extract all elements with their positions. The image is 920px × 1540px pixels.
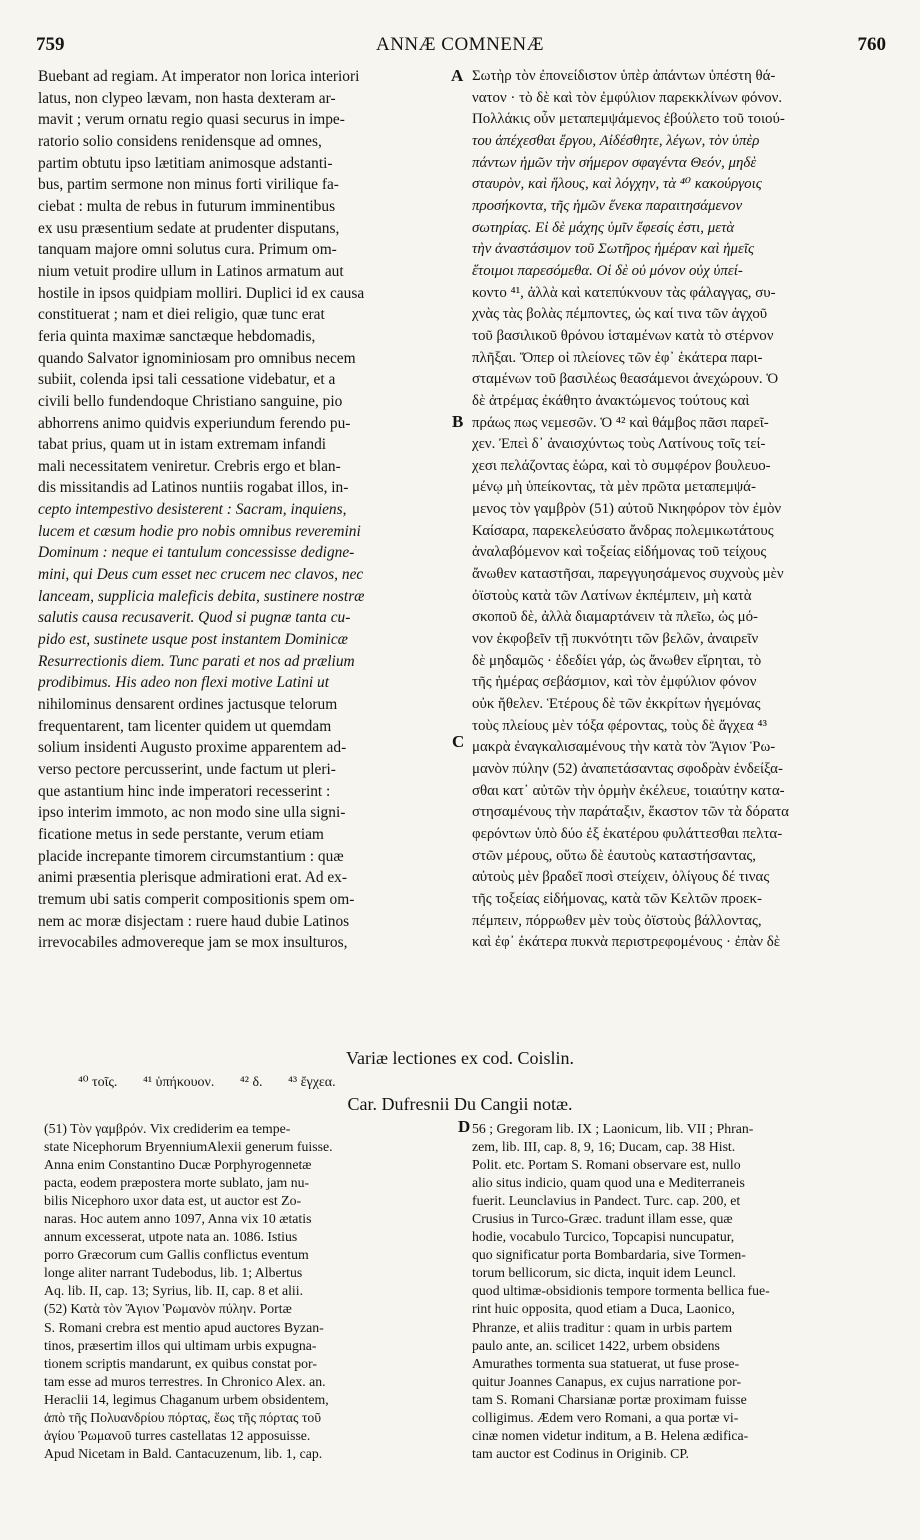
page-number-right: 760 <box>857 34 886 55</box>
note-line: quod ultimæ-obsidionis tempore tormenta bellica fue- <box>472 1283 770 1299</box>
latin-text-line: partim obtutu ipso lætitiam animosque adstanti- <box>38 154 333 172</box>
note-line: Polit. etc. Portam S. Romani observare est, nullo <box>472 1157 741 1173</box>
note-line: Aq. lib. II, cap. 13; Syrius, lib. II, cap. 8 et alii. <box>44 1283 304 1299</box>
greek-text-line: προσήκοντα, τῆς ἡμῶν ἕνεκα παραιτησάμενον <box>472 197 743 214</box>
note-line: pacta, eodem præpostera morte sublato, jam nu- <box>44 1175 310 1191</box>
page-number-left: 759 <box>36 34 65 55</box>
greek-text-line: στῶν μέρους, οὕτω δὲ ἑαυτοὺς καταστήσαντας, <box>472 847 756 864</box>
page-header <box>34 34 886 60</box>
latin-text-line: ratorio solio considens renidensque ad omnes, <box>38 132 322 150</box>
latin-text-line: nium vetuit prodire ullum in Latinos armatum aut <box>38 262 344 280</box>
greek-text-line: σθαι κατ᾽ αὐτῶν τὴν ὁρμὴν ἐκέλευε, τοιαύτην κατα- <box>472 782 785 799</box>
greek-text-line: σκοποῦ δὲ, ἀλλὰ διαμαρτάνειν τὰ πλεῖω, ὡς μό- <box>472 609 759 626</box>
greek-text-line: κοντο ⁴¹, ἀλλὰ καὶ κατεπύκνουν τὰς φάλαγγας, συ- <box>472 284 776 301</box>
note-line: quo significatur porta Bombardaria, sive Tormen- <box>472 1247 746 1263</box>
note-line: state Nicephorum BryenniumAlexii generum fuisse. <box>44 1139 333 1155</box>
latin-text-line: abhorrens animo quidvis experiundum ferendo pu- <box>38 414 351 432</box>
greek-text-line: τὴν ἀναστάσιμον τοῦ Σωτῆρος ἡμέραν καὶ ἡμεῖς <box>472 241 755 258</box>
latin-text-line: placide increpante timorem circumstantium : quæ <box>38 847 344 865</box>
note-line: bilis Nicephoro uxor data est, ut auctor est Zo- <box>44 1193 302 1209</box>
note-line: annum excesserat, utpote nata an. 1086. Istius <box>44 1229 298 1245</box>
latin-text-line: salutis causa recusaverit. Quod si pugnæ tanta cu- <box>38 609 351 627</box>
variae-lectiones-list <box>78 1074 898 1091</box>
latin-text-line: tremum ubi satis comperit compositionis spem om- <box>38 890 355 908</box>
latin-text-line: Resurrectionis diem. Tunc parati et nos ad prælium <box>38 652 355 670</box>
margin-letter-d: D <box>458 1117 471 1136</box>
note-line: cinæ nomen videtur inditum, a B. Helena ædifica- <box>472 1427 749 1443</box>
greek-text-line: δὲ ἀτρέμας ἐκάθητο ἀνακτώμενος τούτους καὶ <box>472 392 750 409</box>
latin-text-line: civili bello fundendoque Christiano sanguine, pio <box>38 392 343 410</box>
latin-text-line: solium insidenti Augusto proxime apparentem ad- <box>38 739 347 757</box>
latin-text-line: nihilominus densarent ordines jactusque telorum <box>38 696 338 714</box>
latin-text-line: dis missitandis ad Latinos nuntiis rogabat illos, in- <box>38 479 349 497</box>
note-line: ἀπὸ τῆς Πολυανδρίου πόρτας, ἕως τῆς πόρτας τοῦ <box>44 1409 322 1425</box>
latin-text-line: ex usu præsentium sedate at prudenter disputans, <box>38 219 340 237</box>
greek-text-line: μένῳ μὴ ὑπείκοντας, τὰ μὲν πρῶτα μεταπεμψά- <box>472 479 756 496</box>
greek-text-line: ἕτοιμοι παρεσόμεθα. Οἱ δὲ οὐ μόνον οὐχ ὑπεί- <box>472 262 743 279</box>
note-line: Anna enim Constantino Ducæ Porphyrogennetæ <box>44 1157 312 1173</box>
latin-text-line: Buebant ad regiam. At imperator non lorica interiori <box>38 68 360 85</box>
variae-lectiones-heading: Variæ lectiones ex cod. Coislin. <box>346 1048 574 1068</box>
greek-text-line: ἀναλαβόμενον καὶ τοξείας εἰδήμονας τοῦ τείχους <box>472 544 767 561</box>
latin-text-line: lanceam, supplicia maleficis debita, sustinere nostræ <box>38 587 365 605</box>
note-line: Crusius in Turco-Græc. tradunt illam esse, quæ <box>472 1211 733 1227</box>
latin-text-line: quando Salvator ignominiosam pro omnibus necem <box>38 349 356 367</box>
note-line: tam S. Romani Charsianæ portæ proximam fuisse <box>472 1391 747 1407</box>
latin-text-line: cepto intempestivo desisterent : Sacram, inquiens, <box>38 501 347 519</box>
latin-text-line: animi præsentia plerisque admirationi erat. Ad ex- <box>38 869 348 887</box>
greek-text-line: νατον · τὸ δὲ καὶ τὸν ἐμφύλιον παρεκκλίνων φόνον. <box>472 89 783 106</box>
greek-text-line: πλῆξαι. Ὅπερ οἱ πλείονες τῶν ἐφ᾽ ἑκάτερα παρι- <box>472 349 763 366</box>
note-line: paulo ante, an. scilicet 1422, urbem obsidens <box>472 1337 720 1353</box>
note-line: hodie, vocabulo Turcico, Topcapisi nuncupatur, <box>472 1229 735 1245</box>
note-line: longe aliter narrant Tudebodus, lib. 1; Albertus <box>44 1265 303 1281</box>
greek-text-line: μανὸν πύλην (52) ἀναπετάσαντας σφοδρὰν ἐνδείξα- <box>472 761 783 777</box>
margin-letter-b: B <box>452 412 464 431</box>
latin-text-line: mali necessitatem veniretur. Crebris ergo et blan- <box>38 457 341 475</box>
latin-text-line: prodibimus. His adeo non flexi motive Latini ut <box>38 674 329 692</box>
greek-text-line: τοῦ βασιλικοῦ θρόνου ἱσταμένων κατὰ τὸ στέρνον <box>472 327 774 344</box>
latin-text-line: Dominum : neque ei tantulum concessisse dedigne- <box>38 544 355 562</box>
note-line: quitur Joannes Canapus, ex cujus narratione por- <box>472 1373 742 1389</box>
margin-letter-a: A <box>451 66 464 85</box>
latin-text-line: ficatione metus in sede perstante, verum etiam <box>38 825 324 843</box>
latin-text-line: feria quinta maximæ sanctæque hebdomadis, <box>38 327 316 345</box>
note-line: torum bellicorum, sic dicta, inquit idem Leuncl. <box>472 1265 736 1281</box>
greek-text-line: τοὺς πλείους μὲν τόξα φέροντας, τοὺς δὲ ἄγχεα ⁴³ <box>472 717 768 734</box>
greek-text-line: χνὰς τὰς βολὰς πέμποντες, ὡς καί τινα τῶν ἀγχοῦ <box>472 306 768 323</box>
greek-text-line: τῆς τοξείας εἰδήμονας, κατὰ τῶν Κελτῶν προεκ- <box>472 890 763 907</box>
greek-text-line: νον ἐκφοβεῖν τῇ πυκνότητι τῶν βελῶν, ἀναιρεῖν <box>472 631 759 648</box>
latin-text-line: mini, qui Deus cum esset nec crucem nec clavos, nec <box>38 566 364 584</box>
greek-text-line: Καίσαρα, παρεκελεύσατο ἄνδρας πολεμικωτάτους <box>472 522 774 539</box>
greek-text-line: αὐτοὺς μὲν βραδεῖ ποσὶ στείχειν, ὀλίγους δέ τινας <box>472 869 770 886</box>
note-line: rint huic opposita, quod etiam a Duca, Laonico, <box>472 1301 735 1317</box>
note-line: naras. Hoc autem anno 1097, Anna vix 10 ætatis <box>44 1211 312 1227</box>
latin-text-line: irrevocabiles admovereque jam se mox insulturos, <box>38 934 348 952</box>
notes-heading: Car. Dufresnii Du Cangii notæ. <box>347 1094 573 1114</box>
latin-text-line: hostile in ipsos quidpiam molliri. Duplici id ex causa <box>38 284 365 302</box>
greek-text-line: ἄνωθεν καταστῆσαι, παρεγγυησάμενος συχνοὺς μὲν <box>472 566 784 583</box>
greek-text-line: σταμένων τοῦ βασιλέως θεασάμενοι ἀνεχώρουν. Ὁ <box>472 371 779 388</box>
latin-text-line: lucem et cæsum hodie pro nobis omnibus reveremini <box>38 522 361 540</box>
note-line: fuerit. Leunclavius in Pandect. Turc. cap. 200, et <box>472 1193 741 1209</box>
variant-reading: ⁴⁰ τοῖς. <box>78 1075 118 1090</box>
greek-text-line: πέμπειν, πόρρωθεν μὲν τοὺς ὀϊστοὺς βάλλοντας, <box>472 912 762 929</box>
note-line: Amurathes tormenta sua statuerat, ut fuse prose- <box>472 1355 740 1371</box>
greek-text-line: φερόντων ὑπὸ δύο ἐξ ἑκατέρου φυλάττεσθαι πελτα- <box>472 825 783 842</box>
latin-text-line: verso pectore percusserint, unde factum ut pleri- <box>38 761 336 778</box>
note-line: tam auctor est Codinus in Originib. CP. <box>472 1445 689 1461</box>
latin-text-line: tanquam majore omni solutus cura. Primum om- <box>38 241 337 259</box>
latin-text-line: constituerat ; nam et diei religio, quæ tunc erat <box>38 306 325 324</box>
note-line: S. Romani crebra est mentio apud auctores Byzan- <box>44 1319 324 1335</box>
variant-reading: ⁴² δ. <box>239 1075 263 1090</box>
note-line: tionem scriptis mandarunt, ex quibus constat por- <box>44 1355 317 1371</box>
greek-text-line: μενος τὸν γαμβρὸν (51) αὐτοῦ Νικηφόρον τὸν ἐμὸν <box>472 501 782 518</box>
variant-reading: ⁴¹ ὑπήκουον. <box>142 1075 215 1090</box>
note-line: Heraclii 14, legimus Chaganum urbem obsidentem, <box>44 1391 329 1407</box>
note-line: Apud Nicetam in Bald. Cantacuzenum, lib. 1, cap. <box>44 1445 323 1461</box>
greek-text-line: του ἀπέχεσθαι ἔργου, Αἰδέσθητε, λέγων, τὸν ὑπὲρ <box>472 132 760 149</box>
greek-text-column <box>472 66 890 954</box>
greek-text-line: οὐκ ἤθελεν. Ἑτέρους δὲ τῶν ἐκκρίτων ἡγεμόνας <box>472 696 761 713</box>
latin-text-line: ipso interim immoto, ac non modo sine ulla signi- <box>38 804 346 822</box>
note-line: 56 ; Gregoram lib. IX ; Laonicum, lib. VII ; Phran- <box>472 1121 754 1136</box>
latin-text-column <box>38 66 450 954</box>
latin-text-line: pido est, sustinete usque post instantem Dominicæ <box>38 631 348 649</box>
greek-text-line: Πολλάκις οὖν μεταπεμψάμενος ἐβούλετο τοῦ τοιού- <box>472 111 785 128</box>
latin-text-line: ciebat : multa de rebus in futurum imminentibus <box>38 197 336 215</box>
latin-text-line: latus, non clypeo lævam, non hasta dexteram ar- <box>38 89 336 107</box>
note-line: porro Græcorum cum Gallis conflictus eventum <box>44 1247 309 1263</box>
notes-column-right <box>472 1120 892 1463</box>
greek-text-line: χεν. Ἐπεὶ δ᾽ ἀναισχύντως τοὺς Λατίνους τοῖς τεί- <box>472 436 766 453</box>
greek-text-line: σωτηρίας. Εἰ δὲ μάχης ὑμῖν ἔφεσίς ἐστι, μετὰ <box>472 219 735 236</box>
variant-reading: ⁴³ ἔγχεα. <box>288 1075 336 1090</box>
note-line: (52) Κατὰ τὸν Ἅγιον Ῥωμανὸν πύλην. Portæ <box>44 1301 292 1317</box>
greek-text-line: Σωτὴρ τὸν ἐπονείδιστον ὑπὲρ ἁπάντων ὑπέστη θά- <box>472 68 776 84</box>
latin-text-line: mavit ; verum ornatu regio quasi securus in impe- <box>38 111 345 129</box>
margin-letter-c: C <box>452 732 465 751</box>
note-line: (51) Τὸν γαμβρόν. Vix crediderim ea tempe- <box>44 1121 291 1136</box>
note-line: ἁγίου Ῥωμανοῦ turres castellatas 12 apposuisse. <box>44 1427 311 1443</box>
latin-text-line: que astantium hinc inde imperatori recesserint : <box>38 782 331 800</box>
note-line: zem, lib. III, cap. 8, 9, 16; Ducam, cap. 38 Hist. <box>472 1139 736 1155</box>
latin-text-line: subiit, colenda ipsi tali cessatione videbatur, et a <box>38 371 336 389</box>
note-line: Phranze, et aliis traditur : quam in urbis partem <box>472 1319 733 1335</box>
latin-text-line: bus, partim sermone non minus forti virilique fa- <box>38 176 339 194</box>
note-line: colligimus. Ædem vero Romani, a qua portæ vi- <box>472 1409 739 1425</box>
greek-text-line: καὶ ἐφ᾽ ἑκάτερα πυκνὰ περιστρεφομένους · ἐπὰν δὲ <box>472 934 781 951</box>
notes-column-left <box>44 1120 454 1463</box>
greek-text-line: μακρὰ ἐναγκαλισαμένους τὴν κατὰ τὸν Ἅγιον Ῥω- <box>472 739 776 756</box>
running-title: ANNÆ COMNENÆ <box>375 34 545 55</box>
latin-text-line: frequentarent, tam licenter quidem ut quemdam <box>38 717 332 735</box>
note-line: tam esse ad muros terrestres. In Chronico Alex. an. <box>44 1373 326 1389</box>
greek-text-line: τῆς ἡμέρας σεβάσμιον, καὶ τὸν ἐμφύλιον φόνον <box>472 674 757 691</box>
greek-text-line: πάντων ἡμῶν τὴν σήμερον σφαγέντα Θεόν, μηδὲ <box>472 154 757 171</box>
latin-text-line: tabat prius, quam ut in istam extremam infandi <box>38 436 327 454</box>
greek-text-line: στησαμένους τὴν παράταξιν, ἕκαστον τῶν τὰ δόρατα <box>472 804 789 821</box>
greek-text-line: χεσι πελάζοντας ἑώρα, καὶ τὸ συμφέρον βουλευο- <box>472 457 771 474</box>
note-line: tinos, præsertim illos qui ultimam urbis expugna- <box>44 1337 317 1353</box>
latin-text-line: nem ac moræ disjectam : ruere haud dubie Latinos <box>38 912 350 930</box>
greek-text-line: σταυρὸν, καὶ ἥλους, καὶ λόγχην, τὰ ⁴⁰ κακούργοις <box>472 176 762 193</box>
greek-text-line: πράως πως νεμεσῶν. Ὁ ⁴² καὶ θάμβος πᾶσι παρεῖ- <box>472 414 769 431</box>
note-line: alio situs indicio, quam quod una e Mediterraneis <box>472 1175 745 1191</box>
greek-text-line: ὀϊστοὺς κατὰ τῶν Λατίνων ἐκπέμπειν, μὴ κατὰ <box>472 587 752 604</box>
greek-text-line: δὲ μηδαμῶς · ἐδεδίει γάρ, ὡς ἄνωθεν εἴρηται, τὸ <box>472 652 762 669</box>
